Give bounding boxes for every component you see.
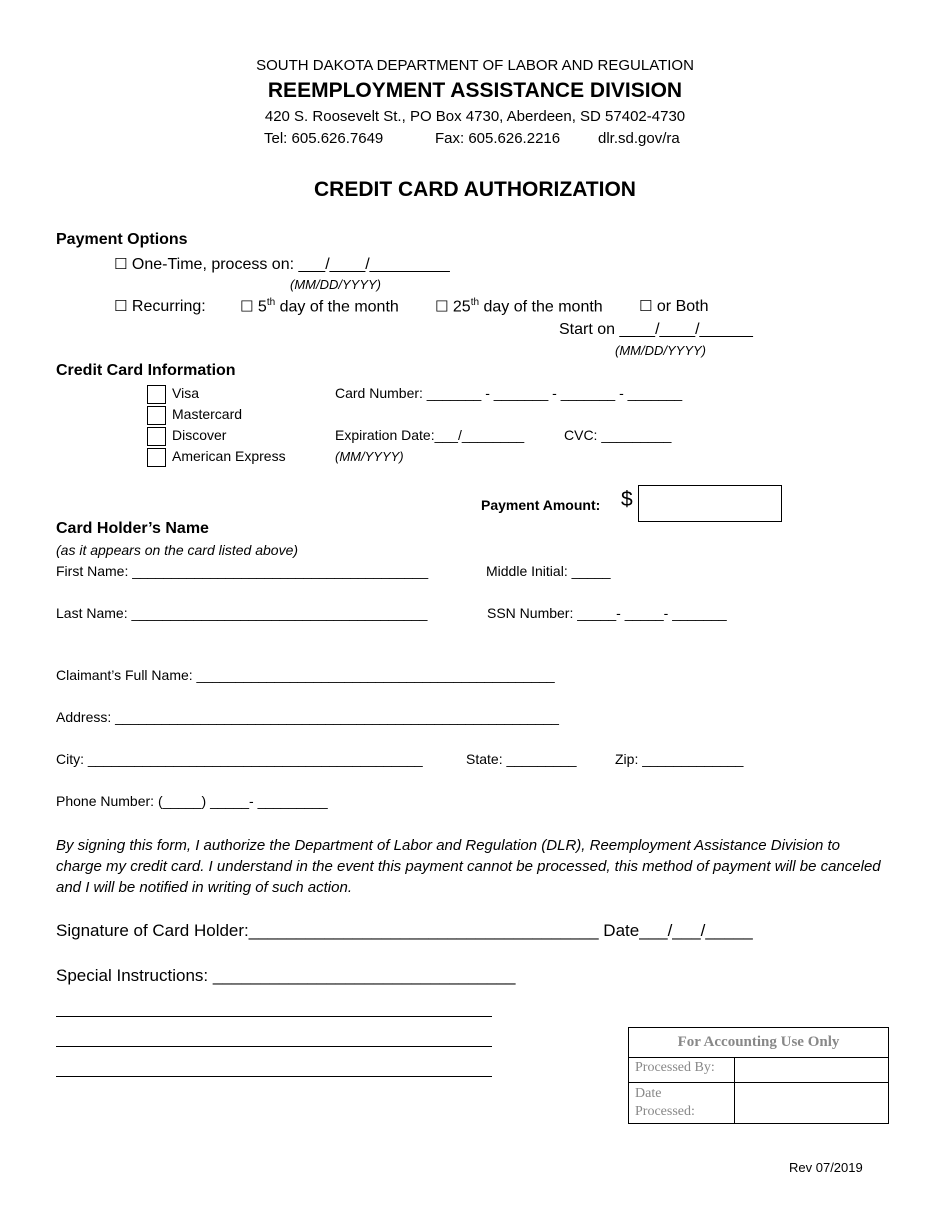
one-time-date-format: (MM/DD/YYYY) xyxy=(290,277,381,292)
processed-by-label: Processed By: xyxy=(629,1058,735,1083)
discover-checkbox[interactable] xyxy=(147,427,166,446)
fifth-day-checkbox[interactable]: ☐ xyxy=(240,297,254,316)
card-holder-heading: Card Holder’s Name xyxy=(56,520,209,537)
twentyfifth-day-checkbox[interactable]: ☐ xyxy=(435,297,449,316)
special-instructions-line-3[interactable] xyxy=(56,1076,492,1077)
phone-field[interactable]: Phone Number: (_____) _____- _________ xyxy=(56,793,328,809)
recurring-checkbox[interactable]: ☐ xyxy=(114,297,128,315)
discover-label: Discover xyxy=(172,427,227,443)
tel-line: Tel: 605.626.7649 xyxy=(264,130,384,147)
mastercard-checkbox[interactable] xyxy=(147,406,166,425)
date-processed-label xyxy=(629,1083,735,1124)
start-date-format: (MM/DD/YYYY) xyxy=(615,343,706,358)
fifth-day-sup: th xyxy=(266,297,276,308)
page-title: CREDIT CARD AUTHORIZATION xyxy=(314,178,636,201)
one-time-checkbox[interactable]: ☐ xyxy=(114,255,128,273)
credit-card-heading: Credit Card Information xyxy=(56,362,236,379)
visa-label: Visa xyxy=(172,385,199,401)
revision-label: Rev 07/2019 xyxy=(789,1160,863,1175)
accounting-heading: For Accounting Use Only xyxy=(629,1028,889,1058)
last-name-field[interactable]: Last Name: ______________________________________ xyxy=(56,605,428,621)
american-express-checkbox[interactable] xyxy=(147,448,166,467)
both-label: or Both xyxy=(656,298,709,315)
payment-amount-label: Payment Amount: xyxy=(481,497,601,513)
middle-initial-field[interactable]: Middle Initial: _____ xyxy=(486,563,611,579)
first-name-field[interactable]: First Name: ______________________________________ xyxy=(56,563,429,579)
department-name: SOUTH DAKOTA DEPARTMENT OF LABOR AND REGULATION xyxy=(256,57,694,74)
both-option[interactable] xyxy=(639,297,709,316)
start-on-field[interactable]: Start on ____/____/______ xyxy=(559,321,753,338)
payment-options-heading: Payment Options xyxy=(56,231,188,248)
authorization-text: By signing this form, I authorize the Department of Labor and Regulation (DLR), Reemployment Assistance Division to charge my credit card. I understand in the event this payment cannot be processed, this method of payment will be canceled and I will be notified in writing of such action. xyxy=(56,837,881,896)
twentyfifth-day-sup: th xyxy=(470,297,480,308)
visa-checkbox[interactable] xyxy=(147,385,166,404)
date-processed-value[interactable] xyxy=(735,1083,889,1124)
twentyfifth-day-label: day of the month xyxy=(479,298,603,316)
fax-line: Fax: 605.626.2216 xyxy=(435,130,561,147)
address-field[interactable]: Address: _________________________________________________________ xyxy=(56,709,559,725)
payment-amount-input[interactable] xyxy=(638,485,782,522)
both-checkbox[interactable]: ☐ xyxy=(639,297,653,315)
web-line: dlr.sd.gov/ra xyxy=(598,130,680,147)
expiration-format: (MM/YYYY) xyxy=(335,449,404,464)
date-processed-label-line1: Date xyxy=(635,1086,662,1101)
claimant-name-field[interactable]: Claimant’s Full Name: ______________________________________________ xyxy=(56,667,555,683)
recurring-option[interactable] xyxy=(114,297,206,316)
ssn-field[interactable]: SSN Number: _____- _____- _______ xyxy=(487,605,727,621)
city-field[interactable]: City: ___________________________________________ xyxy=(56,751,423,767)
signature-field[interactable]: Signature of Card Holder:_____________________________________ Date___/___/_____ xyxy=(56,921,753,940)
state-field[interactable]: State: _________ xyxy=(466,751,577,767)
address-line: 420 S. Roosevelt St., PO Box 4730, Aberdeen, SD 57402-4730 xyxy=(264,108,686,125)
accounting-table xyxy=(628,1027,889,1124)
card-number-field[interactable]: Card Number: _______ - _______ - _______ - _______ xyxy=(335,385,683,401)
card-holder-subheading: (as it appears on the card listed above) xyxy=(56,542,299,558)
fifth-day-number: 5 xyxy=(257,298,267,316)
one-time-option[interactable] xyxy=(114,255,450,274)
twentyfifth-day-number: 25 xyxy=(452,298,471,316)
one-time-date-field[interactable]: ___/____/_________ xyxy=(298,256,450,273)
division-name: REEMPLOYMENT ASSISTANCE DIVISION xyxy=(267,79,683,102)
fifth-day-label: day of the month xyxy=(275,298,399,316)
zip-field[interactable]: Zip: _____________ xyxy=(615,751,744,767)
one-time-label: One-Time, process on: xyxy=(131,256,295,273)
mastercard-label: Mastercard xyxy=(172,406,243,422)
special-instructions-field[interactable]: Special Instructions: ________________________________ xyxy=(56,966,516,985)
expiration-date-field[interactable]: Expiration Date:___/________ xyxy=(335,427,525,443)
date-processed-label-line2: Processed: xyxy=(635,1104,695,1119)
special-instructions-line-1[interactable] xyxy=(56,1016,492,1017)
american-express-label: American Express xyxy=(172,448,286,464)
cvc-field[interactable]: CVC: _________ xyxy=(564,427,672,443)
dollar-sign: $ xyxy=(621,488,633,511)
processed-by-value[interactable] xyxy=(735,1058,889,1083)
special-instructions-line-2[interactable] xyxy=(56,1046,492,1047)
fifth-day-option[interactable] xyxy=(240,297,399,316)
recurring-label: Recurring: xyxy=(131,298,206,315)
twentyfifth-day-option[interactable] xyxy=(435,297,603,316)
